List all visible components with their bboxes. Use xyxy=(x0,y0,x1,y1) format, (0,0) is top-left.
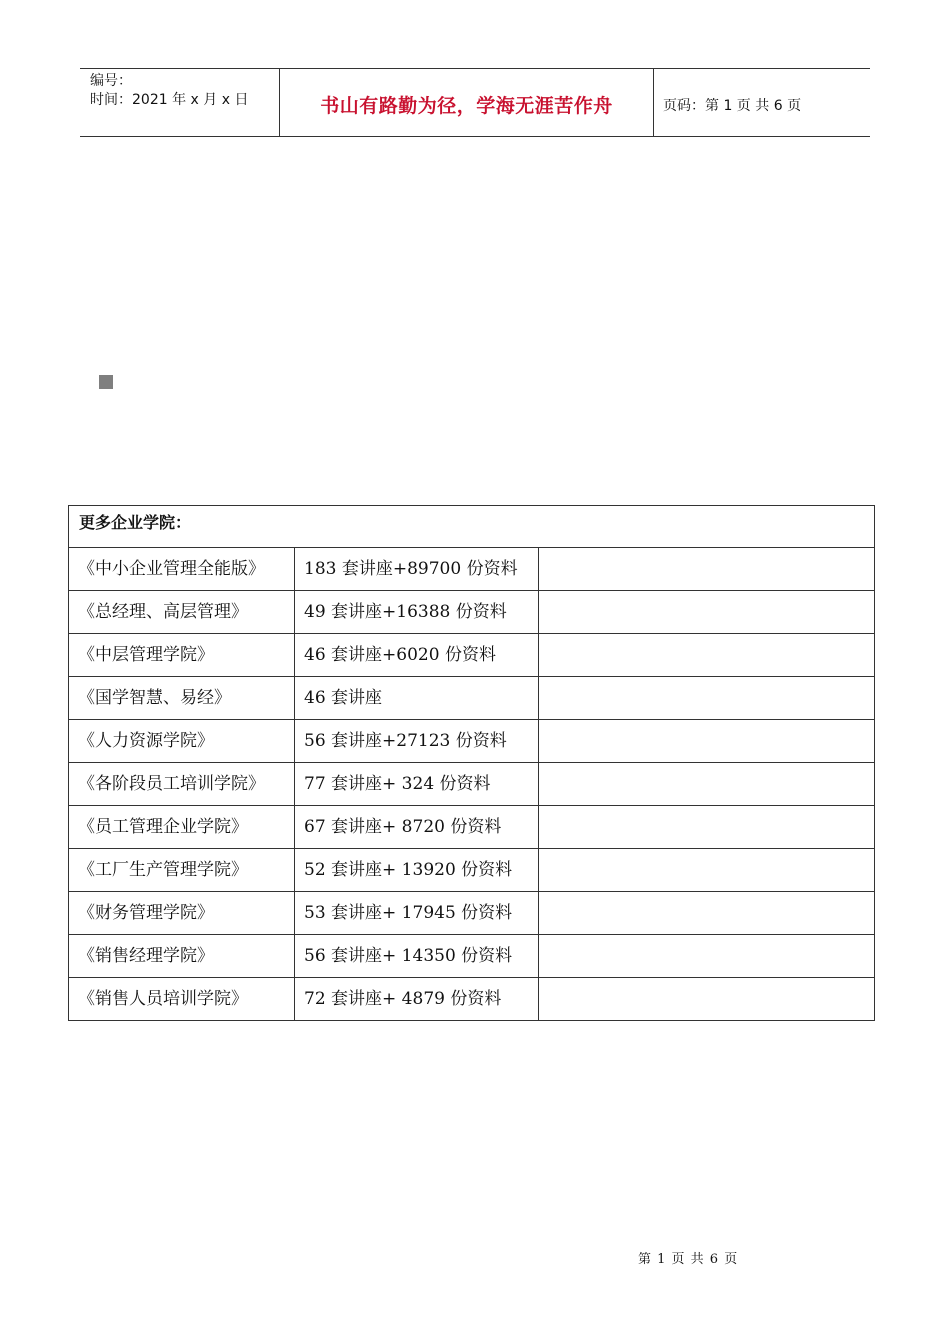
academy-resources: 46 套讲座 xyxy=(295,677,539,720)
academy-resources: 46 套讲座+6020 份资料 xyxy=(295,634,539,677)
header-motto: 书山有路勤为径，学海无涯苦作舟 xyxy=(280,69,654,136)
table-row xyxy=(69,935,875,978)
table-row xyxy=(69,548,875,591)
academy-resources: 67 套讲座+ 8720 份资料 xyxy=(295,806,539,849)
academy-name: 《国学智慧、易经》 xyxy=(69,677,295,720)
page-header xyxy=(80,68,870,137)
academy-resources: 53 套讲座+ 17945 份资料 xyxy=(295,892,539,935)
academy-name: 《员工管理企业学院》 xyxy=(69,806,295,849)
academy-extra xyxy=(539,978,875,1021)
academy-extra xyxy=(539,935,875,978)
academy-extra xyxy=(539,677,875,720)
academy-name: 《财务管理学院》 xyxy=(69,892,295,935)
academy-extra xyxy=(539,763,875,806)
table-row xyxy=(69,720,875,763)
academy-resources: 56 套讲座+ 14350 份资料 xyxy=(295,935,539,978)
academy-extra xyxy=(539,849,875,892)
table-row xyxy=(69,634,875,677)
academy-extra xyxy=(539,634,875,677)
academy-name: 《中层管理学院》 xyxy=(69,634,295,677)
academy-name: 《工厂生产管理学院》 xyxy=(69,849,295,892)
academy-resources: 72 套讲座+ 4879 份资料 xyxy=(295,978,539,1021)
page-footer: 第 1 页 共 6 页 xyxy=(638,1252,739,1267)
placeholder-square-icon xyxy=(99,375,113,389)
table-row xyxy=(69,677,875,720)
table-row xyxy=(69,591,875,634)
header-page-info: 页码：第 1 页 共 6 页 xyxy=(663,97,802,114)
academy-resources: 56 套讲座+27123 份资料 xyxy=(295,720,539,763)
table-row xyxy=(69,806,875,849)
academy-name: 《人力资源学院》 xyxy=(69,720,295,763)
academy-resources: 52 套讲座+ 13920 份资料 xyxy=(295,849,539,892)
document-number-label: 编号： xyxy=(90,73,132,89)
academy-name: 《销售经理学院》 xyxy=(69,935,295,978)
academy-resources: 183 套讲座+89700 份资料 xyxy=(295,548,539,591)
academy-resources: 49 套讲座+16388 份资料 xyxy=(295,591,539,634)
academy-extra xyxy=(539,720,875,763)
table-row xyxy=(69,849,875,892)
header-meta xyxy=(80,69,280,136)
document-time: 时间：2021 年 x 月 x 日 xyxy=(90,92,249,108)
academy-resources: 77 套讲座+ 324 份资料 xyxy=(295,763,539,806)
academy-extra xyxy=(539,806,875,849)
academy-name: 《总经理、高层管理》 xyxy=(69,591,295,634)
table-row xyxy=(69,978,875,1021)
academy-name: 《各阶段员工培训学院》 xyxy=(69,763,295,806)
academy-name: 《中小企业管理全能版》 xyxy=(69,548,295,591)
table-row xyxy=(69,892,875,935)
table-title: 更多企业学院： xyxy=(69,506,875,548)
table-row xyxy=(69,763,875,806)
academy-extra xyxy=(539,892,875,935)
academy-extra xyxy=(539,591,875,634)
academy-name: 《销售人员培训学院》 xyxy=(69,978,295,1021)
academy-extra xyxy=(539,548,875,591)
academy-table xyxy=(68,505,875,1021)
